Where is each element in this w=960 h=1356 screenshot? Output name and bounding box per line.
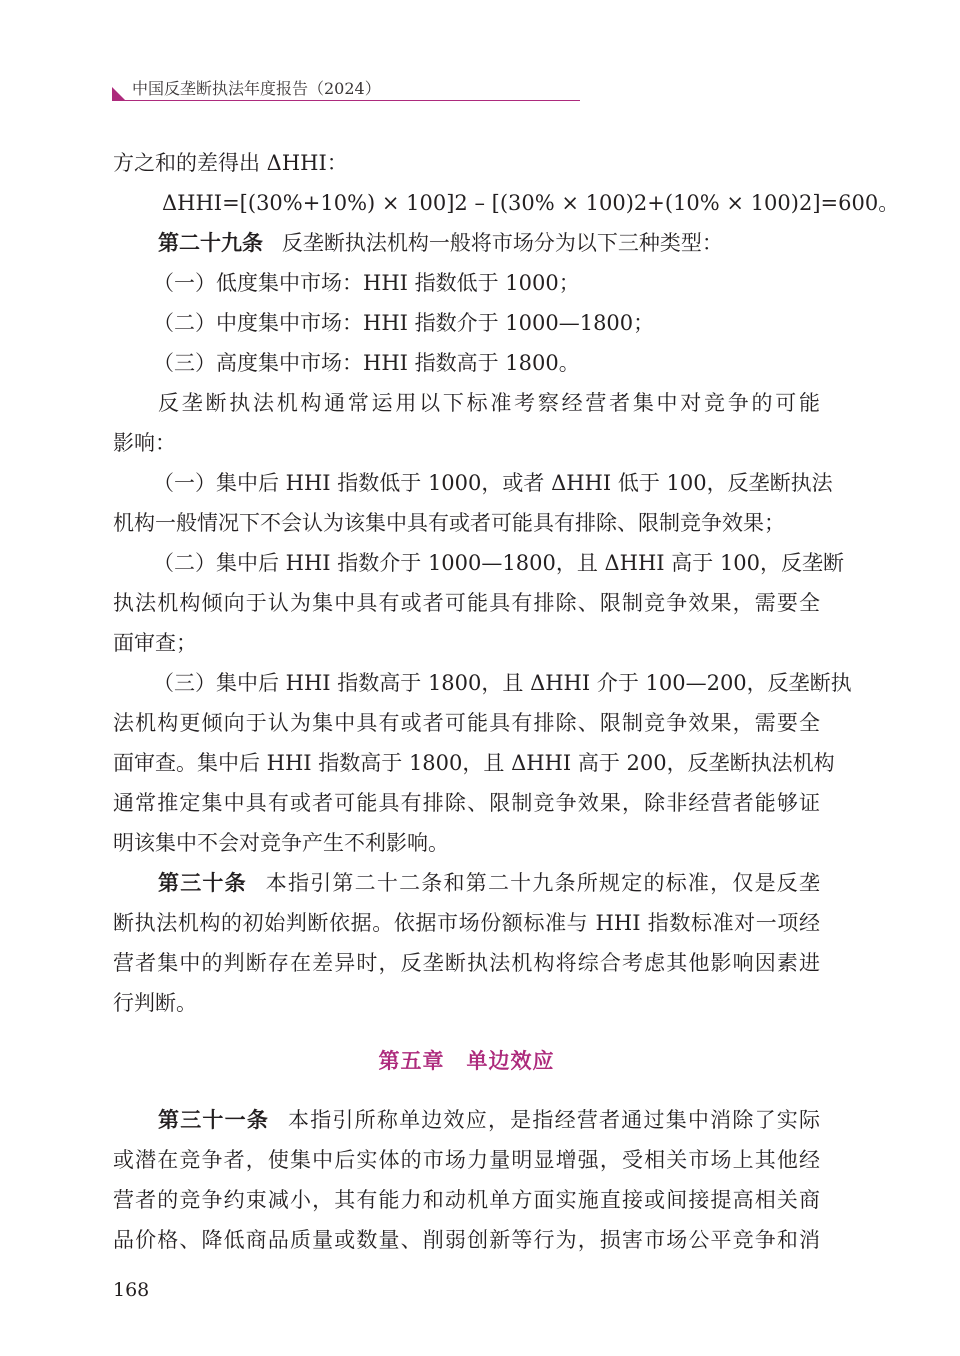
page-number: 168 [113,1279,150,1301]
article-31-line [113,1100,820,1140]
text-line: 面审查； [113,631,197,655]
text-line: 断执法机构的初始判断依据。依据市场份额标准与 HHI 指数标准对一项经 [113,911,820,935]
list-item: （三）高度集中市场：HHI 指数高于 1800。 [153,351,580,375]
text-line: 品价格、降低商品质量或数量、削弱创新等行为，损害市场公平竞争和消 [113,1228,820,1252]
text-line: 行判断。 [113,991,197,1015]
list-item: （一）低度集中市场：HHI 指数低于 1000； [153,271,580,295]
list-item: （一）集中后 HHI 指数低于 1000，或者 ΔHHI 低于 100，反垄断执法 [153,471,833,495]
article-30-title: 第三十条 [158,871,247,895]
header-title: 中国反垄断执法年度报告（2024） [132,79,381,98]
article-30-line [113,863,820,903]
text-line: 影响： [113,431,176,455]
chapter-heading: 第五章 单边效应 [378,1049,555,1073]
body-text [113,143,900,1260]
text-line: 面审查。集中后 HHI 指数高于 1800，且 ΔHHI 高于 200，反垄断执法机构 [113,751,835,775]
text-line: 明该集中不会对竞争产生不利影响。 [113,831,449,855]
formula-line: ΔHHI=[(30%+10%) × 100]2 – [(30% × 100)2+(10% × 100)2]=600。 [162,191,900,215]
article-31-title: 第三十一条 [158,1108,270,1132]
text-line: 营者集中的判断存在差异时，反垄断执法机构将综合考虑其他影响因素进 [113,951,820,975]
article-31-text: 本指引所称单边效应，是指经营者通过集中消除了实际 [287,1108,821,1132]
text-line: 反垄断执法机构通常运用以下标准考察经营者集中对竞争的可能 [158,391,820,415]
list-item: （三）集中后 HHI 指数高于 1800，且 ΔHHI 介于 100—200，反垄断执 [153,671,852,695]
article-29-line [113,223,820,263]
text-line: 法机构更倾向于认为集中具有或者可能具有排除、限制竞争效果，需要全 [113,711,820,735]
header-rule [112,100,580,101]
header-triangle-icon [112,87,125,100]
text-line: 营者的竞争约束减小，其有能力和动机单方面实施直接或间接提高相关商 [113,1188,820,1212]
running-header [112,78,580,102]
text-line: 执法机构倾向于认为集中具有或者可能具有排除、限制竞争效果，需要全 [113,591,820,615]
text-line: 通常推定集中具有或者可能具有排除、限制竞争效果，除非经营者能够证 [113,791,820,815]
list-item: （二）集中后 HHI 指数介于 1000—1800，且 ΔHHI 高于 100，反垄断 [153,551,845,575]
article-29-text: 反垄断执法机构一般将市场分为以下三种类型： [281,231,723,255]
article-29-title: 第二十九条 [158,231,263,255]
text-line: 机构一般情况下不会认为该集中具有或者可能具有排除、限制竞争效果； [113,511,785,535]
text-line: 方之和的差得出 ΔHHI： [113,151,348,175]
list-item: （二）中度集中市场：HHI 指数介于 1000—1800； [153,311,655,335]
text-line: 或潜在竞争者，使集中后实体的市场力量明显增强，受相关市场上其他经 [113,1148,820,1172]
article-30-text: 本指引第二十二条和第二十九条所规定的标准，仅是反垄 [265,871,820,895]
